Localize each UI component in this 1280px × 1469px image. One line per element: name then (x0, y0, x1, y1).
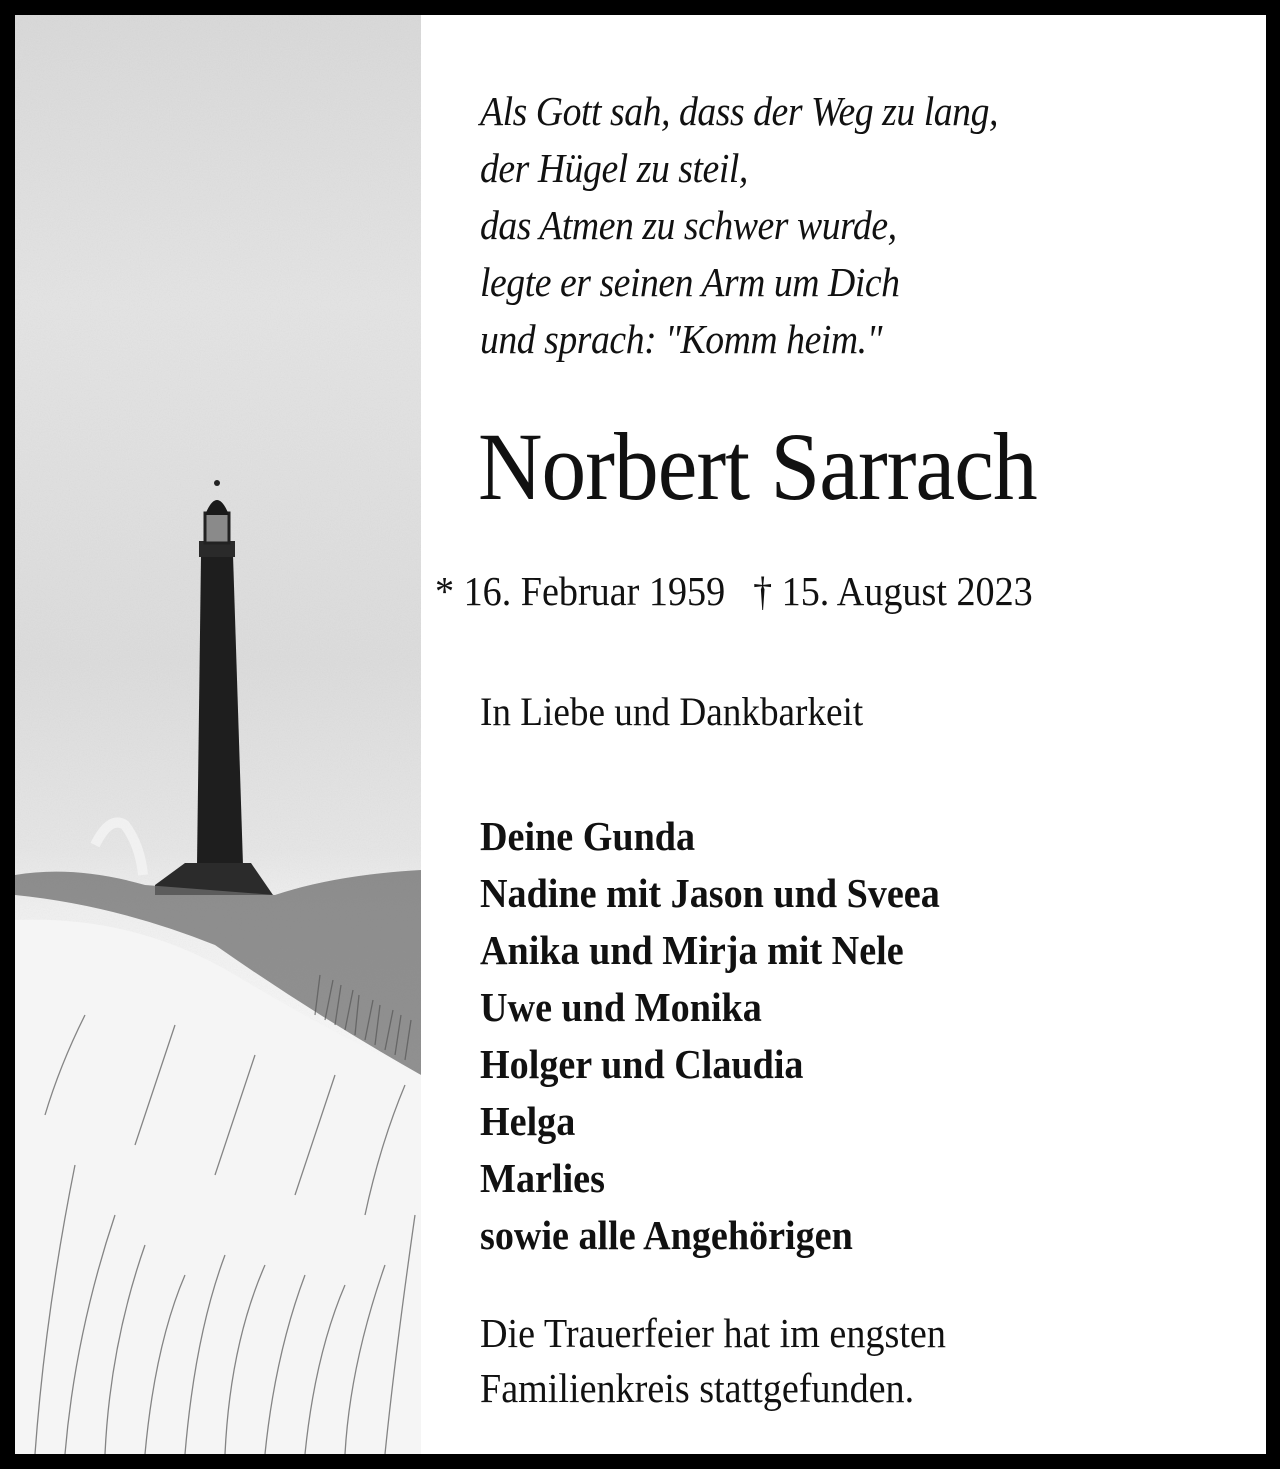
memorial-verse (480, 83, 998, 368)
notice-line: Die Trauerfeier hat im engsten (480, 1310, 946, 1356)
life-dates (435, 566, 1033, 616)
deceased-name: Norbert Sarrach (478, 413, 1037, 520)
obituary-card (15, 15, 1266, 1454)
closing-phrase: In Liebe und Dankbarkeit (480, 689, 864, 734)
mourner-entry: Deine Gunda (480, 813, 696, 859)
mourner-entry: Helga (480, 1098, 576, 1144)
mourner-entry: sowie alle Angehörigen (480, 1212, 853, 1258)
mourner-entry: Uwe und Monika (480, 984, 762, 1030)
verse-line: das Atmen zu schwer wurde, (480, 202, 897, 248)
verse-line: der Hügel zu steil, (480, 145, 748, 191)
birth-date: * 16. Februar 1959 (435, 568, 726, 614)
mourner-entry: Nadine mit Jason und Sveea (480, 870, 940, 916)
verse-line: Als Gott sah, dass der Weg zu lang, (480, 88, 998, 134)
mourners-list (480, 808, 940, 1264)
death-date: † 15. August 2023 (753, 568, 1033, 614)
notice-line: Familienkreis stattgefunden. (480, 1365, 915, 1411)
mourner-entry: Marlies (480, 1155, 605, 1201)
mourner-entry: Holger und Claudia (480, 1041, 804, 1087)
funeral-notice (480, 1306, 946, 1416)
obituary-text (15, 15, 1266, 1454)
mourner-entry: Anika und Mirja mit Nele (480, 927, 904, 973)
verse-line: legte er seinen Arm um Dich (480, 259, 900, 305)
verse-line: und sprach: "Komm heim." (480, 316, 883, 362)
